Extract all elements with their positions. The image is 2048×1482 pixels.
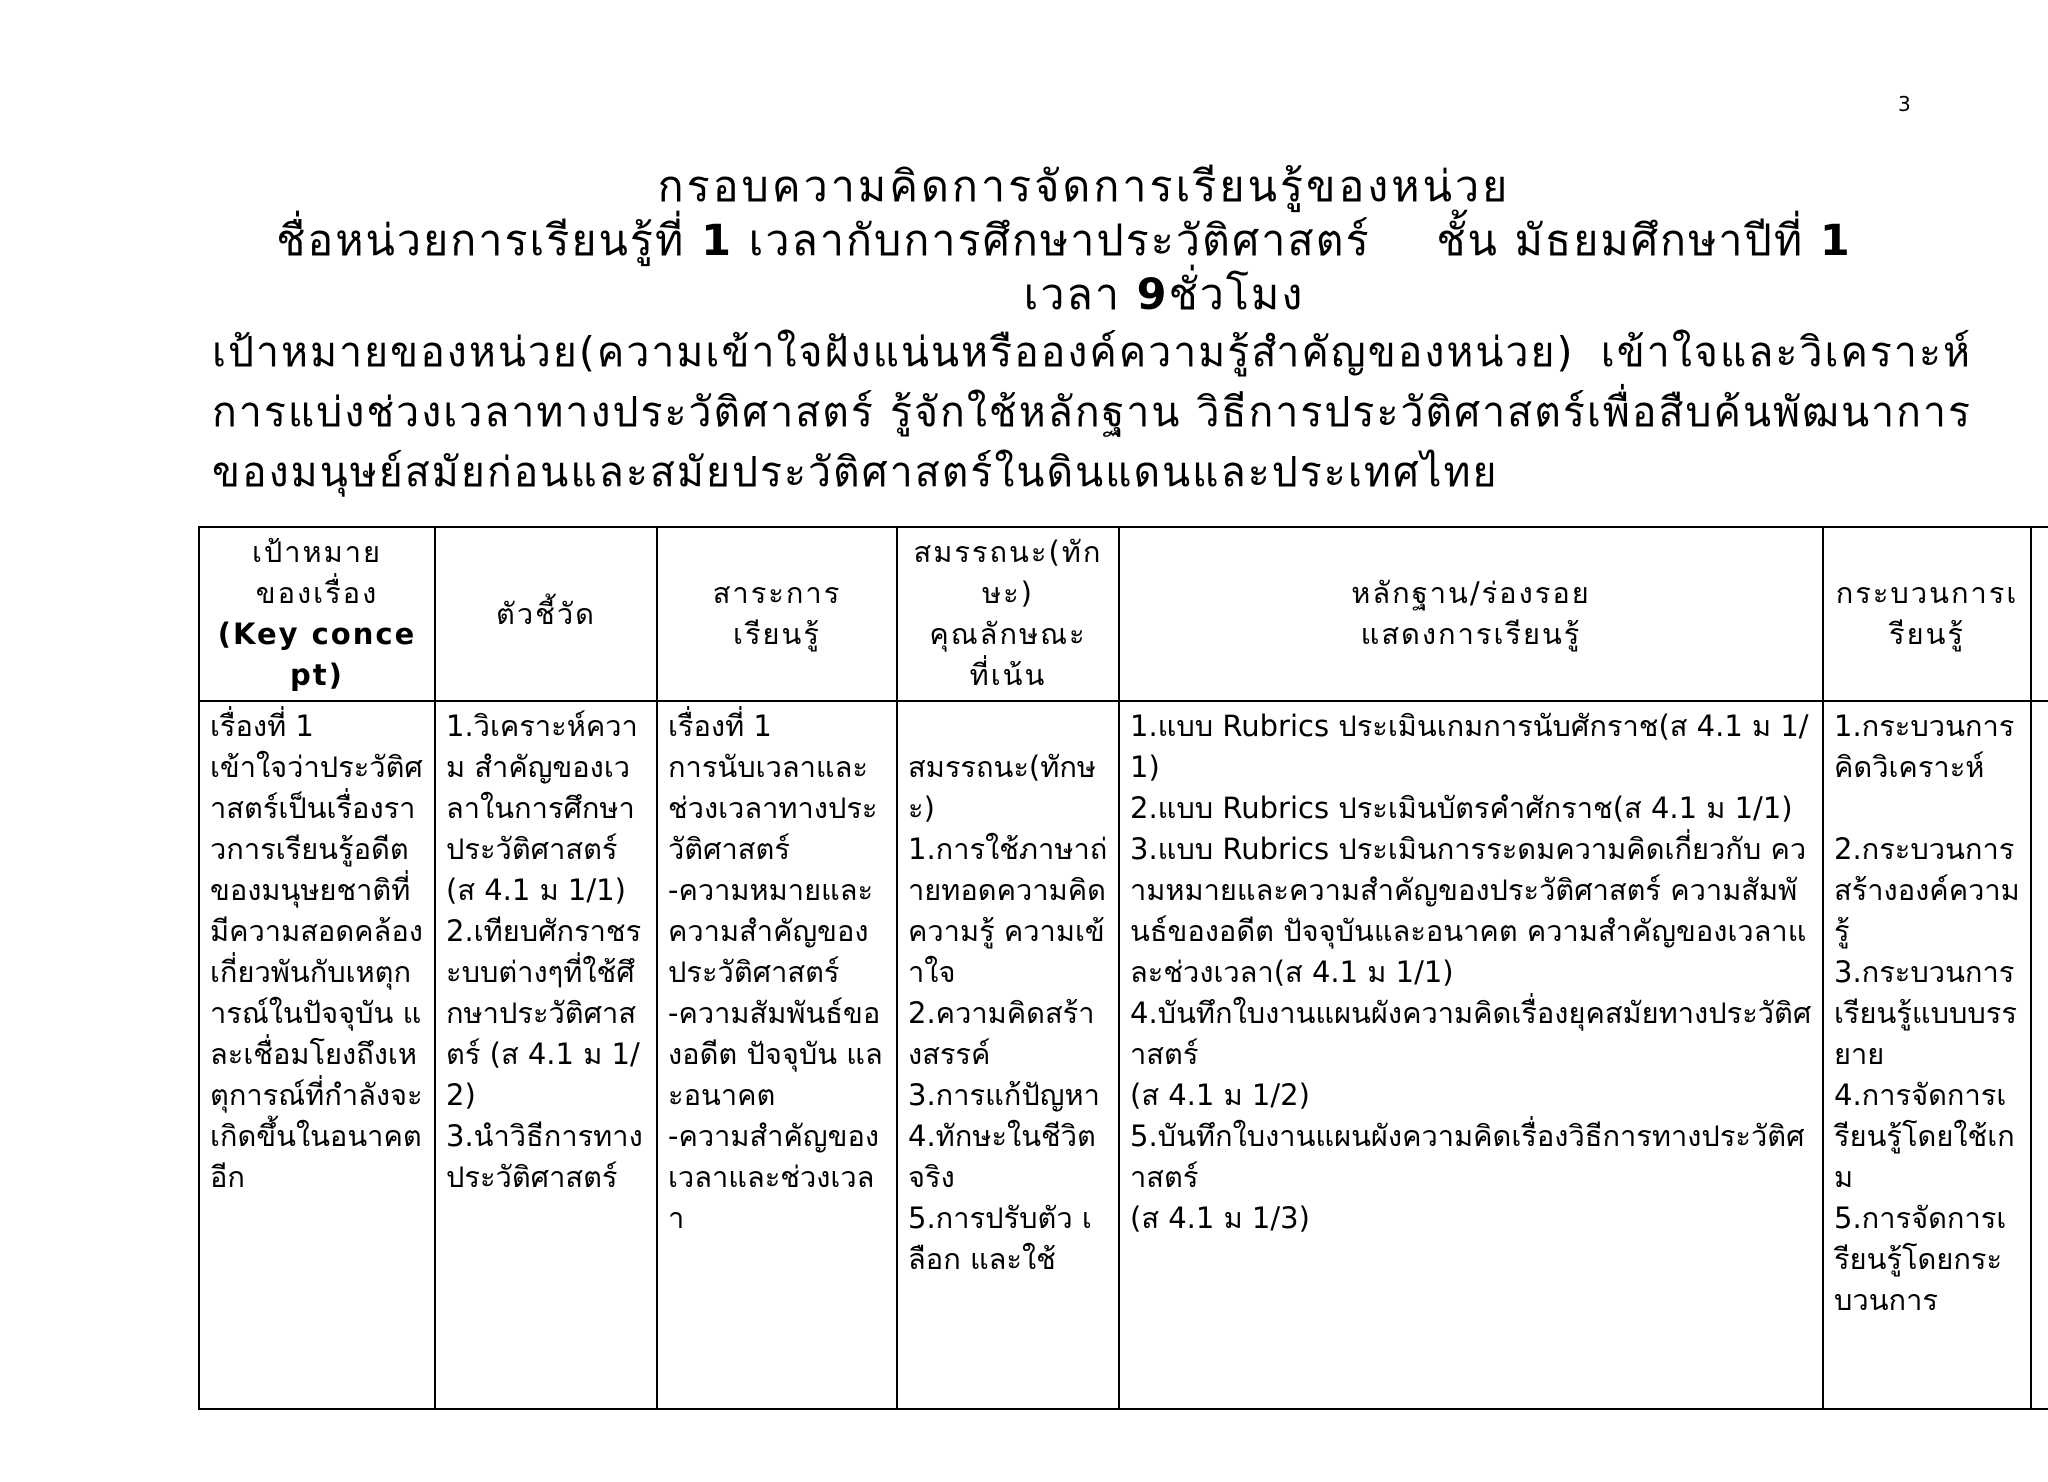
unit-name: เวลากับการศึกษาประวัติศาสตร์ xyxy=(748,216,1371,266)
unit-goal xyxy=(212,322,1972,502)
unit-goal-text: เข้าใจและวิเคราะห์การแบ่งช่วงเวลาทางประวัติศาสตร์ รู้จักใช้หลักฐาน วิธีการประวัติศาสตร์เพื่อสืบค้นพัฒนาการของมนุษย์สมัยก่อนและสมัยประวัติศาสตร์ในดินแดนและประเทศไทย xyxy=(212,328,1972,496)
header-goal-en: (Key concept) xyxy=(217,617,417,692)
header-indicator: ตัวชี้วัด xyxy=(435,527,657,701)
cell-goal: เรื่องที่ 1 เข้าใจว่าประวัติศาสตร์เป็นเรื่องราวการเรียนรู้อดีตของมนุษยชาติที่มีความสอดคล้องเกี่ยวพันกับเหตุการณ์ในปัจจุบัน และเชื่อมโยงถึงเหตุการณ์ที่กำลังจะเกิดขึ้นในอนาคตอีก xyxy=(199,701,435,1409)
header-content: สาระการ เรียนรู้ xyxy=(657,527,897,701)
cell-competency: สมรรถนะ(ทักษะ) 1.การใช้ภาษาถ่ายทอดความคิด ความรู้ ความเข้าใจ 2.ความคิดสร้างสรรค์ 3.การแก้ปัญหา 4.ทักษะในชีวิตจริง 5.การปรับตัว เลือก และใช้ xyxy=(897,701,1119,1409)
header-extra xyxy=(2031,527,2048,701)
learning-plan-table xyxy=(198,526,2048,1410)
header-process: กระบวนการเรียนรู้ xyxy=(1823,527,2031,701)
time-label: เวลา xyxy=(1023,270,1121,320)
cell-extra xyxy=(2031,701,2048,1409)
page-number: 3 xyxy=(1898,92,1911,116)
document-header xyxy=(0,160,2048,322)
unit-line xyxy=(0,214,2048,268)
header-competency: สมรรถนะ(ทักษะ) คุณลักษณะ ที่เน้น xyxy=(897,527,1119,701)
cell-indicator: 1.วิเคราะห์ความ สำคัญของเวลาในการศึกษาประวัติศาสตร์ (ส 4.1 ม 1/1) 2.เทียบศักราชระบบต่างๆที่ใช้ศึกษาประวัติศาสตร์ (ส 4.1 ม 1/2) 3.นำวิธีการทางประวัติศาสตร์ xyxy=(435,701,657,1409)
table-row xyxy=(199,701,2048,1409)
grade-number: 1 xyxy=(1819,216,1852,266)
time-unit: ชั่วโมง xyxy=(1168,270,1305,320)
time-line xyxy=(0,268,2048,322)
cell-evidence: 1.แบบ Rubrics ประเมินเกมการนับศักราช(ส 4.1 ม 1/1) 2.แบบ Rubrics ประเมินบัตรคำศักราช(ส 4.1 ม 1/1) 3.แบบ Rubrics ประเมินการระดมความคิดเกี่ยวกับ ความหมายและความสำคัญของประวัติศาสตร์ ความสัมพันธ์ของอดีต ปัจจุบันและอนาคต ความสำคัญของเวลาและช่วงเวลา(ส 4.1 ม 1/1) 4.บันทึกใบงานแผนผังความคิดเรื่องยุคสมัยทางประวัติศาสตร์ (ส 4.1 ม 1/2) 5.บันทึกใบงานแผนผังความคิดเรื่องวิธีการทางประวัติศาสตร์ (ส 4.1 ม 1/3) xyxy=(1119,701,1823,1409)
unit-label: ชื่อหน่วยการเรียนรู้ที่ xyxy=(276,216,686,266)
page-title: กรอบความคิดการจัดการเรียนรู้ของหน่วย xyxy=(657,162,1511,212)
grade-label: ชั้น มัธยมศึกษาปีที่ xyxy=(1436,216,1805,266)
unit-goal-label: เป้าหมายของหน่วย(ความเข้าใจฝังแน่นหรือองค์ความรู้สำคัญของหน่วย) xyxy=(212,328,1575,376)
table-header-row xyxy=(199,527,2048,701)
cell-process: 1.กระบวนการคิดวิเคราะห์ 2.กระบวนการสร้างองค์ความรู้ 3.กระบวนการเรียนรู้แบบบรรยาย 4.การจัดการเรียนรู้โดยใช้เกม 5.การจัดการเรียนรู้โดยกระบวนการ xyxy=(1823,701,2031,1409)
header-goal-thai: เป้าหมาย ของเรื่อง xyxy=(251,535,383,610)
header-goal xyxy=(199,527,435,701)
cell-content: เรื่องที่ 1 การนับเวลาและช่วงเวลาทางประวัติศาสตร์ -ความหมายและความสำคัญของประวัติศาสตร์ -ความสัมพันธ์ของอดีต ปัจจุบัน และอนาคต -ความสำคัญของเวลาและช่วงเวลา xyxy=(657,701,897,1409)
unit-number: 1 xyxy=(701,216,733,266)
time-value: 9 xyxy=(1136,270,1169,320)
header-evidence: หลักฐาน/ร่องรอย แสดงการเรียนรู้ xyxy=(1119,527,1823,701)
